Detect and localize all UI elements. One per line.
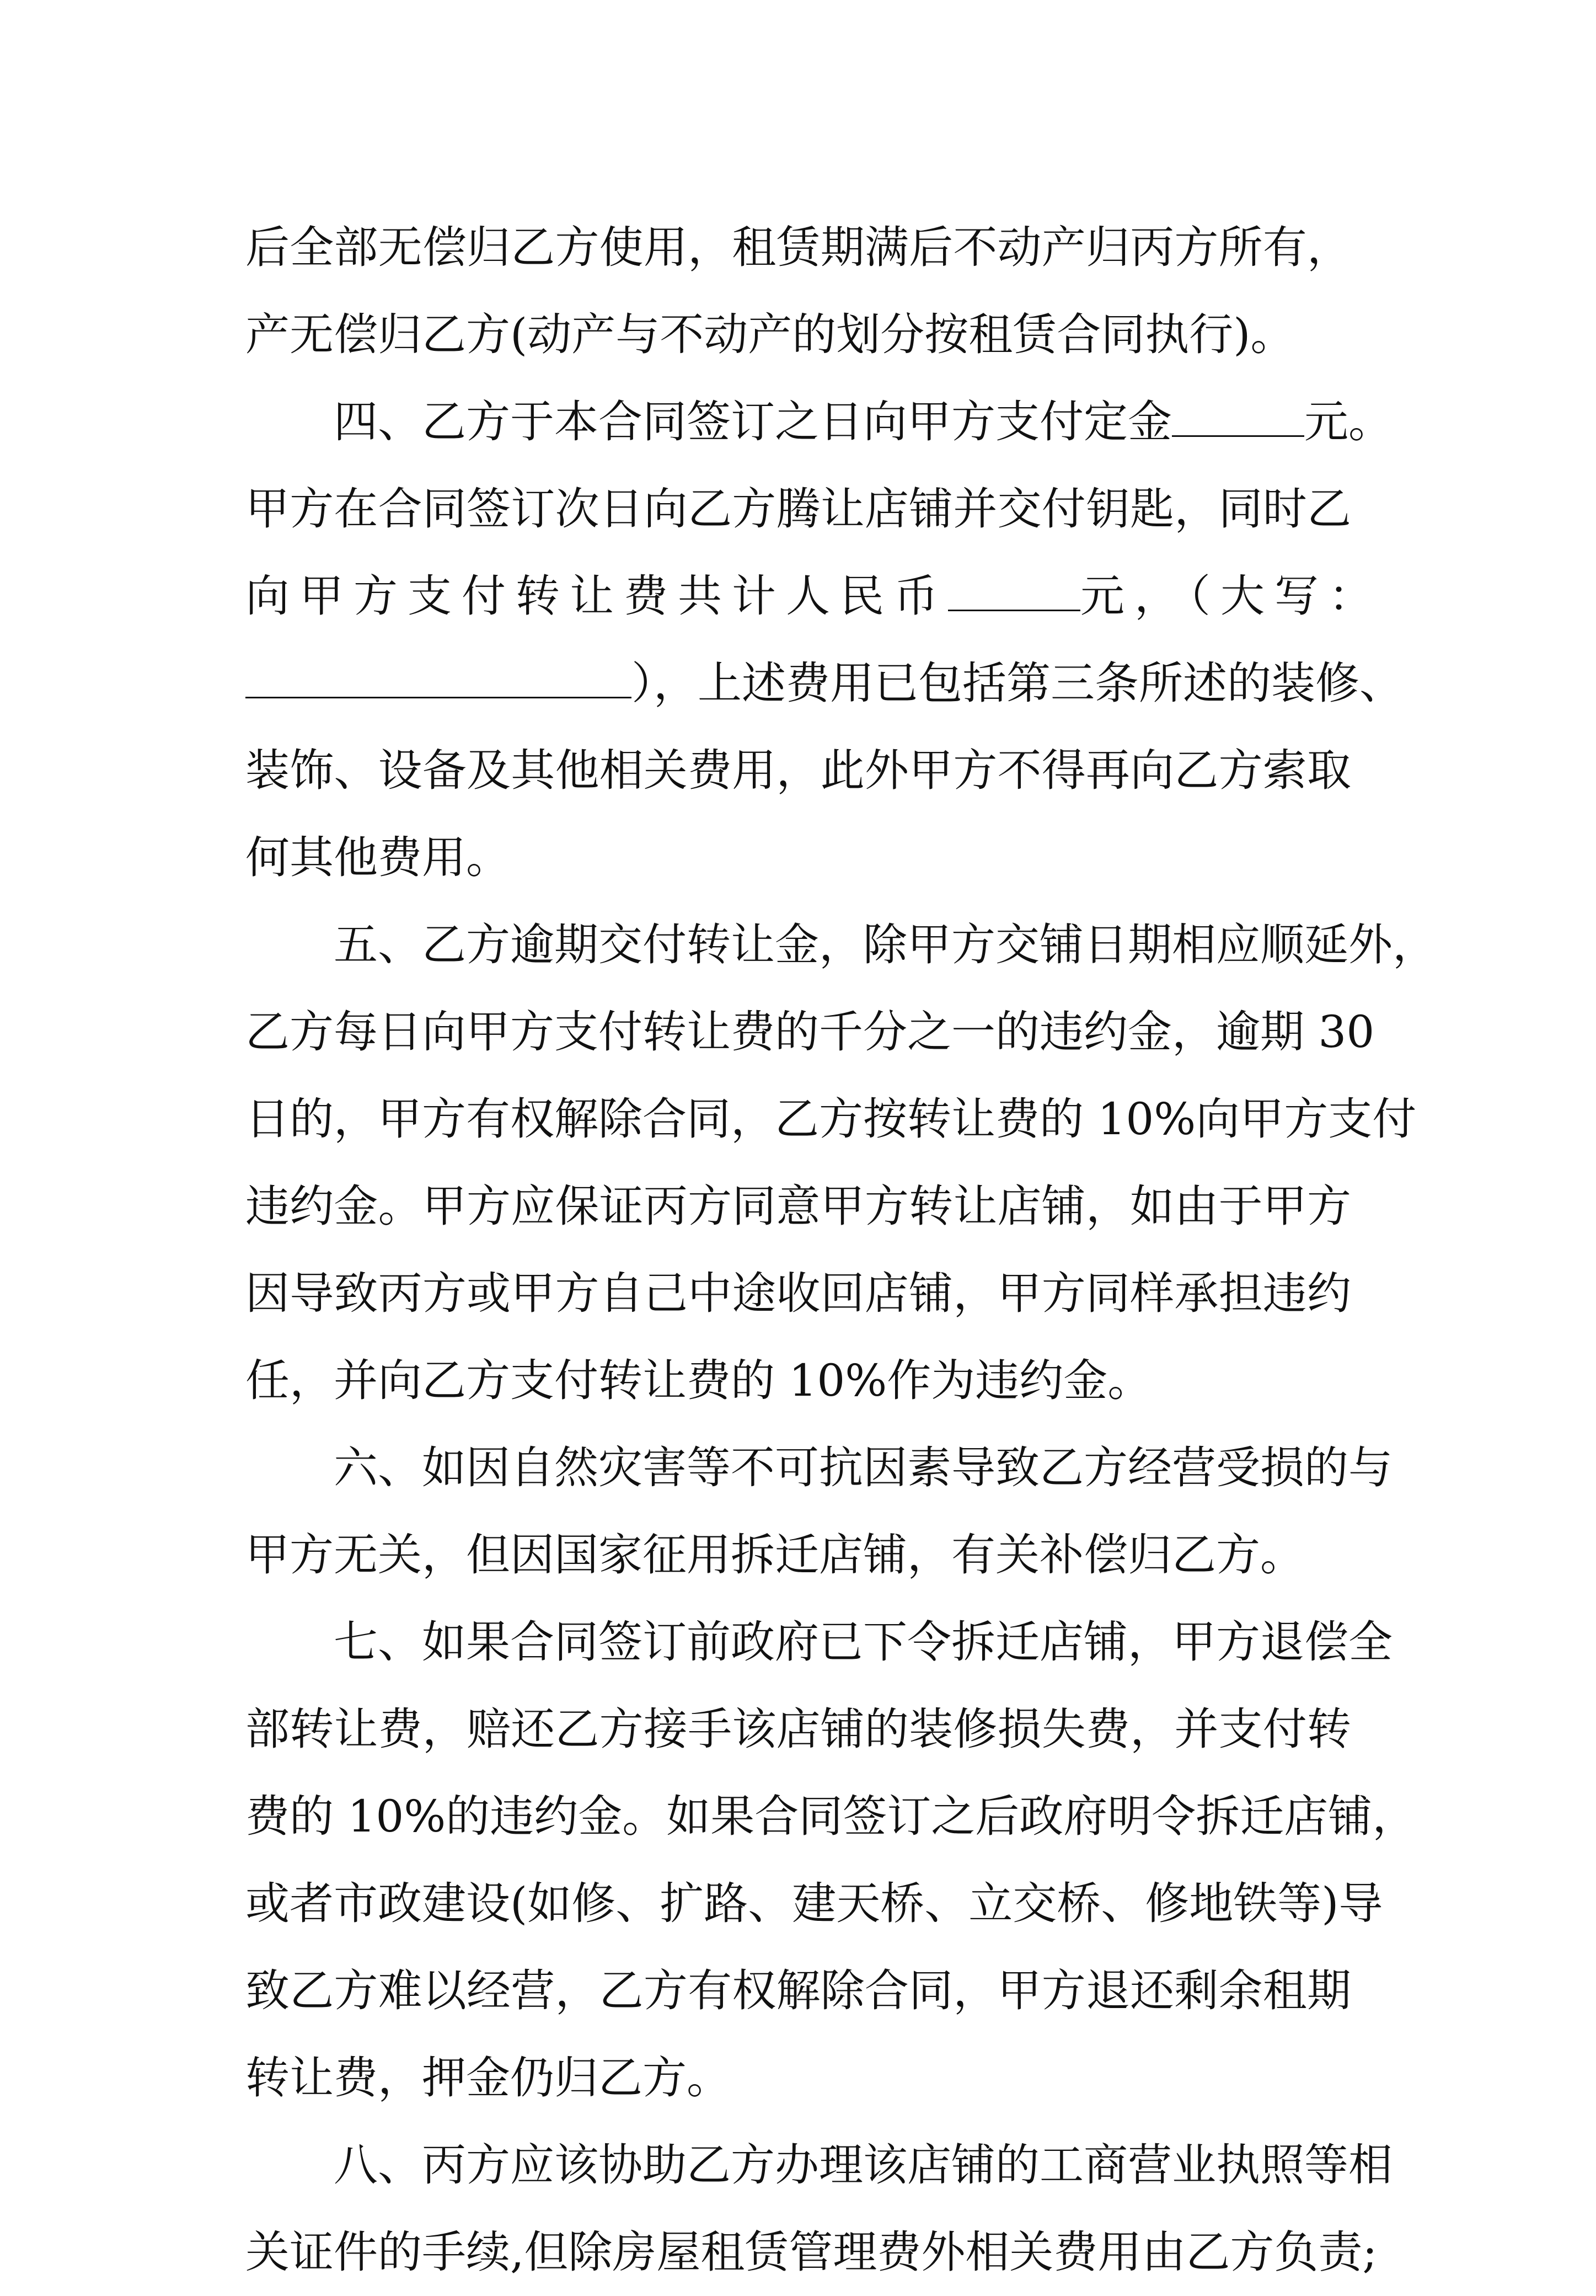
clause-4-line xyxy=(245,378,1393,466)
clause-8-line: 八、丙方应该协助乙方办理该店铺的工商营业执照等相 xyxy=(334,2139,1393,2191)
text-line: 乙方每日向甲方支付转让费的千分之一的违约金，逾期 30 xyxy=(245,1006,1375,1058)
text-line: 关证件的手续,但除房屋租赁管理费外相关费用由乙方负责; xyxy=(245,2226,1378,2278)
transfer-fee-blank xyxy=(948,571,1080,611)
text-line: 何其他费用。 xyxy=(245,832,510,883)
text-line: 甲方无关，但因国家征用拆迁店铺，有关补偿归乙方。 xyxy=(245,1529,1304,1580)
transfer-fee-line xyxy=(245,553,1383,640)
text-line: 日的，甲方有权解除合同，乙方按转让费的 10%向甲方支付 xyxy=(245,1093,1417,1145)
text-line: 违约金。甲方应保证丙方同意甲方转让店铺，如由于甲方 xyxy=(245,1181,1351,1232)
contract-text xyxy=(245,204,1437,2296)
text-line: 任，并向乙方支付转让费的 10%作为违约金。 xyxy=(245,1355,1152,1406)
text-line: 因导致丙方或甲方自己中途收回店铺，甲方同样承担违约 xyxy=(245,1268,1351,1319)
transfer-fee-text: 向甲方支付转让费共计人民币 xyxy=(245,570,948,622)
text-line: 致乙方难以经营，乙方有权解除合同，甲方退还剩余租期 xyxy=(245,1965,1351,2016)
text-line: 后全部无偿归乙方使用，租赁期满后不动产归丙方所有， xyxy=(245,222,1351,273)
clause-7-line: 七、如果合同签订前政府已下令拆迁店铺，甲方退偿全 xyxy=(334,1616,1393,1668)
text-line: 装饰、设备及其他相关费用，此外甲方不得再向乙方索取 xyxy=(245,745,1351,796)
yuan-text: 元。 xyxy=(1304,396,1393,447)
text-line: 产无偿归乙方(动产与不动产的划分按租赁合同执行)。 xyxy=(245,309,1295,360)
clause-5-line: 五、乙方逾期交付转让金，除甲方交铺日期相应顺延外， xyxy=(334,919,1437,970)
capital-amount-line xyxy=(245,640,1404,727)
text-line: 或者市政建设(如修、扩路、建天桥、立交桥、修地铁等)导 xyxy=(245,1878,1383,1929)
text-line: 部转让费，赔还乙方接手该店铺的装修损失费，并支付转 xyxy=(245,1704,1351,1755)
text-line: 转让费，押金仍归乙方。 xyxy=(245,2052,731,2103)
fee-scope-text: ），上述费用已包括第三条所述的装修、 xyxy=(631,658,1404,709)
text-line: 费的 10%的违约金。如果合同签订之后政府明令拆迁店铺， xyxy=(245,1791,1417,1842)
clause-6-line: 六、如因自然灾害等不可抗因素导致乙方经营受损的与 xyxy=(334,1442,1393,1493)
text-line: 甲方在合同签订次日向乙方腾让店铺并交付钥匙，同时乙 xyxy=(245,483,1351,535)
deposit-amount-blank xyxy=(1172,397,1304,437)
capital-amount-blank xyxy=(245,658,631,698)
capital-amount-label: 元，（大写： xyxy=(1080,570,1383,622)
clause-4-text: 四、乙方于本合同签订之日向甲方支付定金 xyxy=(334,396,1172,447)
